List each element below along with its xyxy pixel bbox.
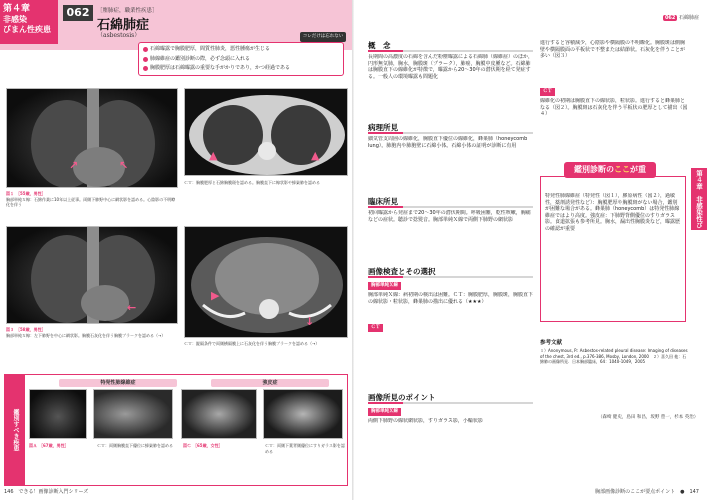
chapter-sub: 非感染 <box>3 15 27 24</box>
key-differential-heading: 鑑別診断のここが重要！！ <box>564 162 656 178</box>
right-comparison-header: 強皮症 <box>211 379 329 387</box>
authors: （森崎 健史，島田 和昌，坂野 豊一，杉本 英治） <box>598 415 699 420</box>
entry-category: ［塵肺症，職業性疾患］ <box>97 8 158 14</box>
section-body-concept: 長期間の高濃度の石綿を含んだ粉塵曝露による石綿肺（線維症）のほか，円形無気肺，胸水，胸膜斑（プラーク），肺癌，胸膜中皮腫など。石綿肺は胸膜直下の線維化が特徴で，曝露から20〜30年の潜伏期を経て発症する。一般人の環境曝露も問題化 <box>368 54 534 80</box>
label-ct: ＣＴ <box>368 324 383 332</box>
figure-4-ct <box>184 226 348 338</box>
section-body-points: 両側下肺野の線状網状影，すりガラス影，小輪状影 <box>368 418 483 424</box>
section-rule <box>368 132 533 134</box>
chapter-sub2: びまん性疾患 <box>3 25 51 34</box>
references-title: 参考文献 <box>540 340 563 346</box>
label-xray: 胸部単純Ｘ線 <box>368 282 401 290</box>
ct-illustration <box>185 227 348 338</box>
left-comparison-header: 特発性肺線維症 <box>59 379 177 387</box>
arrow-icon: ▲ <box>311 149 320 162</box>
figure-2-caption: ＣＴ：胸膜肥厚と石綿胸膜斑を認める。胸膜直下に線状影や蜂巣肺を認める <box>184 180 320 185</box>
key-points-box <box>138 42 344 76</box>
label-xray-2: 胸部単純Ｘ線 <box>368 408 401 416</box>
figure-a-caption: 図Ａ ［67歳，男性］ <box>29 443 69 448</box>
key-point: 胸膜肥厚は石綿曝露の重要な手がかりであり，かつ経過である <box>143 64 339 74</box>
entry-number: 062 <box>63 5 93 21</box>
figure-1-xray <box>6 88 178 188</box>
figure-c-ct <box>181 389 257 439</box>
section-title-clinical: 臨床所見 <box>368 197 398 206</box>
section-body-pathology: 細気管支周囲の線維化，胸膜直下優位の線維化，蜂巣肺（honeycomb lung）。肺胞内や肺胞壁に石綿小体。石綿小体の証明が診断に有用 <box>368 136 528 149</box>
section-title-imaging-points: 画像所見のポイント <box>368 393 436 402</box>
xray-illustration <box>7 227 178 324</box>
figure-c-caption: 図Ｃ ［65歳，女性］ <box>183 443 223 448</box>
tip-label: コレだけは忘れない <box>300 32 346 42</box>
label-ct-column: ＣＴ <box>540 88 555 96</box>
left-footer: 146 できる！画像診断入門シリーズ <box>4 489 89 495</box>
section-rule <box>368 206 533 208</box>
section-rule <box>368 276 533 278</box>
bullet-icon <box>143 57 148 62</box>
key-differential-text: 特発性肺線維症（特発性（図１），膠原病性（図２），過敏性，薬剤誘発性など）：胸膜肥厚や胸膜斑がない場合，鑑別が困難な場合がある。蜂巣肺（honeycomb）は特発性肺線維症ではより高度。強皮症：下肺野背側優位のすりガラス影。食道拡張も参考所見。胸水，漏出性胸膜炎など，曝露歴の確認が重要 <box>545 193 681 232</box>
column-xray-text: 進行すると容積減少，心陰影や横隔膜の不明瞭化。胸膜斑は側胸壁や横隔膜面の平板状で不整または結節状。石灰化を伴うことが多い（図３） <box>540 40 686 60</box>
section-body-clinical: 初回曝露から発症まで20〜30年の潜伏期間。呼吸困難，乾性咳嗽，胸痛などの症状。聴診で捻髪音。胸部単純Ｘ線で両側下肺野の網状影 <box>368 210 531 223</box>
key-point: 肺線維症の鑑別診断の際，必ず念頭に入れる <box>143 55 339 65</box>
references-list: １）Anonymous, P.: Asbestos-related pleural disease: Imaging of diseases of the chest, 3rd ed., p.376-386, Mosby, London, 2000 ２）喜久田 他：石綿肺の画像所見．日本胸部臨床，64：1040-1049，2005 <box>540 348 688 364</box>
differential-comparison-box <box>4 374 348 486</box>
comparison-tab: 鑑別すべき疾患 <box>5 375 25 485</box>
figure-d-ct <box>263 389 343 439</box>
section-title-imaging-selection: 画像検査とその選択 <box>368 267 436 276</box>
page-title: 石綿肺症 <box>97 18 150 33</box>
figure-3-caption: 図３ ［58歳，男性］ 胸部単純Ｘ線：左下肺野を中心に網状影。胸膜石灰化を伴う胸膜プラークを認める（→） <box>6 327 166 338</box>
figure-b-caption: ＣＴ：両側胸膜直下優位に蜂巣肺を認める <box>97 443 173 448</box>
section-rule <box>368 50 533 52</box>
figure-b-ct <box>93 389 173 439</box>
ct-illustration <box>185 89 348 176</box>
key-differential-box <box>540 176 686 322</box>
chapter-side-tab: 第４章 非感染性び <box>691 168 707 230</box>
key-point: 石綿曝露で胸膜肥厚，間質性肺炎，悪性腫瘍が生じる <box>143 45 339 55</box>
column-ct-text: 線維化の初期は胸膜直下の線状影，粒状影。進行すると蜂巣肺となる（図２）。胸膜斑は石灰化を伴う平板状の肥厚として描出（図４） <box>540 98 688 118</box>
arrow-icon: ← <box>127 301 137 314</box>
figure-2-ct <box>184 88 348 176</box>
figure-d-caption: ＣＴ：両側下葉背側優位にすりガラス影を認める <box>265 443 345 454</box>
bullet-icon <box>143 66 148 71</box>
chapter-tab <box>0 0 58 44</box>
references <box>540 338 690 412</box>
figure-a-xray <box>29 389 87 439</box>
chapter-label: 第４章 <box>3 4 31 14</box>
arrow-icon: ↓ <box>305 315 315 328</box>
running-header-number: 062 <box>664 15 676 21</box>
xray-illustration <box>7 89 178 188</box>
arrow-icon: ▲ <box>209 149 218 162</box>
running-header <box>663 14 699 21</box>
figure-4-caption: ＣＴ：縦隔条件で両側横隔膜上に石灰化を伴う胸膜プラークを認める（→） <box>184 341 320 346</box>
arrow-icon: ↗ <box>69 159 79 172</box>
section-body-imaging: 胸部単純Ｘ線：病初期の検出は困難。ＣＴ：胸膜肥厚，胸膜斑，胸膜直下の線状影・粒状影，蜂巣肺の描出に優れる（★★★） <box>368 292 534 305</box>
figure-3-xray <box>6 226 178 324</box>
bullet-icon <box>143 47 148 52</box>
arrow-icon: ↖ <box>119 159 129 172</box>
right-footer: 胸部画像診断のここが要点ポイント ● 147 <box>595 489 699 495</box>
page-title-english: （asbestosis） <box>97 32 141 39</box>
left-page <box>0 0 353 500</box>
right-page <box>354 0 707 500</box>
section-title-concept: 概 念 <box>368 41 391 50</box>
section-rule <box>368 402 533 404</box>
section-title-pathology: 病理所見 <box>368 123 398 132</box>
figure-1-caption: 図１ ［55歳，男性］ 胸部単純Ｘ線：石綿作業に10年以上従事。両側下肺野中心に網状影を認める。心陰影の不明瞭化を伴う <box>6 191 176 207</box>
arrow-icon: ▶ <box>211 289 220 302</box>
running-header-title: 石綿肺症 <box>678 15 699 21</box>
